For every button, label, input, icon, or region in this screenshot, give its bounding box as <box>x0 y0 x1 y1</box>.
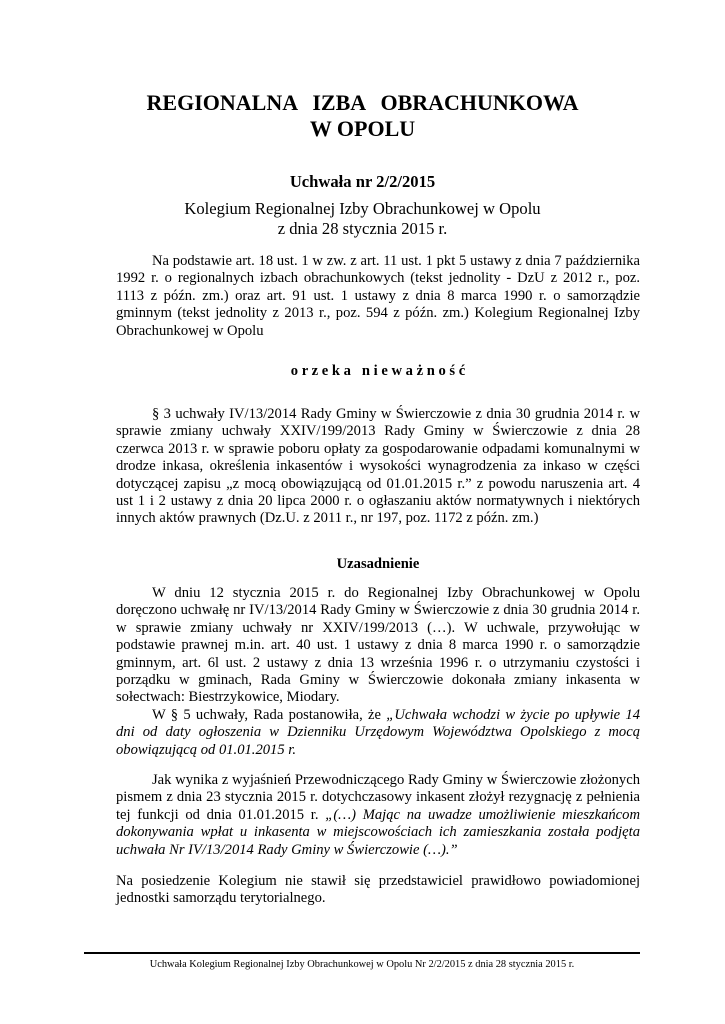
decision-paragraph: § 3 uchwały IV/13/2014 Rady Gminy w Świerczowie z dnia 30 grudnia 2014 r. w sprawie zmiany uchwały XXIV/199/2013 Rady Gminy w Świerczowie z dnia 28 czerwca 2013 r. w sprawie poboru opłaty za gospodarowanie odpadami komunalnymi w drodze inkasa, określenia inkasentów i wysokości wynagrodzenia za inkaso w części dotyczącej zapisu „z mocą obowiązującą od 01.01.2015 r.” z powodu naruszenia art. 4 ust 1 i 2 ustawy z dnia 20 lipca 2000 r. o ogłaszaniu aktów normatywnych i niektórych innych aktów prawnych (Dz.U. z 2011 r., nr 197, poz. 1172 z późn. zm.) <box>116 406 640 527</box>
resolution-body: Kolegium Regionalnej Izby Obrachunkowej w Opolu <box>184 199 541 218</box>
justification-heading: Uzasadnienie <box>336 556 420 572</box>
justification-paragraph-1: W dniu 12 stycznia 2015 r. do Regionalnej Izby Obrachunkowej w Opolu doręczono uchwałę nr IV/13/2014 Rady Gminy w Świerczowie z dnia 30 grudnia 2014 r. w sprawie zmiany uchwały nr XXIV/199/2013 (…). W uchwale, przywołując w podstawie prawnej m.in. art. 40 ust. 1 ustawy z dnia 8 marca 1990 r. o samorządzie gminnym, art. 6l ust. 2 ustawy z dnia 13 września 1996 r. o utrzymaniu czystości i porządku w gminach, Rada Gminy w Świerczowie dokonała zmiany inkasenta w sołectwach: Biestrzykowice, Miodary. <box>116 585 640 706</box>
page-footer: Uchwała Kolegium Regionalnej Izby Obrachunkowej w Opolu Nr 2/2/2015 z dnia 28 stycznia 2015 r. <box>149 959 575 970</box>
institution-city: W OPOLU <box>309 116 416 141</box>
institution-title: REGIONALNA IZBA OBRACHUNKOWA <box>146 90 579 115</box>
paragraph-3-text: Jak wynika z wyjaśnień Przewodniczącego Rady Gminy w Świerczowie złożonych pismem z dnia 23 stycznia 2015 r. dotychczasowy inkasent złożył rezygnację z pełnienia tej funkcji od dnia 01.01.2015 r. <box>116 772 640 823</box>
preamble-paragraph: Na podstawie art. 18 ust. 1 w zw. z art. 11 ust. 1 pkt 5 ustawy z dnia 7 października 1992 r. o regionalnych izbach obrachunkowych (tekst jednolity - DzU z 2012 r., poz. 1113 z późn. zm.) oraz art. 91 ust. 1 ustawy z dnia 8 marca 1990 r. o samorządzie gminnym (tekst jednolity z 2013 r., poz. 594 z późn. zm.) Kolegium Regionalnej Izby Obrachunkowej w Opolu <box>116 253 640 339</box>
quoted-explanation: „(…) Mając na uwadze umożliwienie mieszkańcom dokonywania wpłat u inkasenta w miejscowościach ich zamieszkania została podjęta uchwała Nr IV/13/2014 Rady Gminy w Świerczowie (…).” <box>116 806 640 858</box>
verdict-heading: o r z e k a n i e w a ż n o ś ć <box>290 363 466 379</box>
paragraph-2-text: W § 5 uchwały, Rada postanowiła, że <box>152 707 387 723</box>
justification-paragraph-4: Na posiedzenie Kolegium nie stawił się przedstawiciel prawidłowo powiadomionej jednostki samorządu terytorialnego. <box>116 873 640 907</box>
justification-paragraph-3 <box>116 772 640 859</box>
resolution-number: Uchwała nr 2/2/2015 <box>289 172 436 191</box>
resolution-date: z dnia 28 stycznia 2015 r. <box>277 219 448 238</box>
justification-paragraph-2 <box>116 707 640 759</box>
footer-divider <box>84 952 640 954</box>
quoted-provision: „Uchwała wchodzi w życie po upływie 14 dni od daty ogłoszenia w Dzienniku Urzędowym Województwa Opolskiego z mocą obowiązującą od 01.01.2015 r. <box>116 707 640 758</box>
